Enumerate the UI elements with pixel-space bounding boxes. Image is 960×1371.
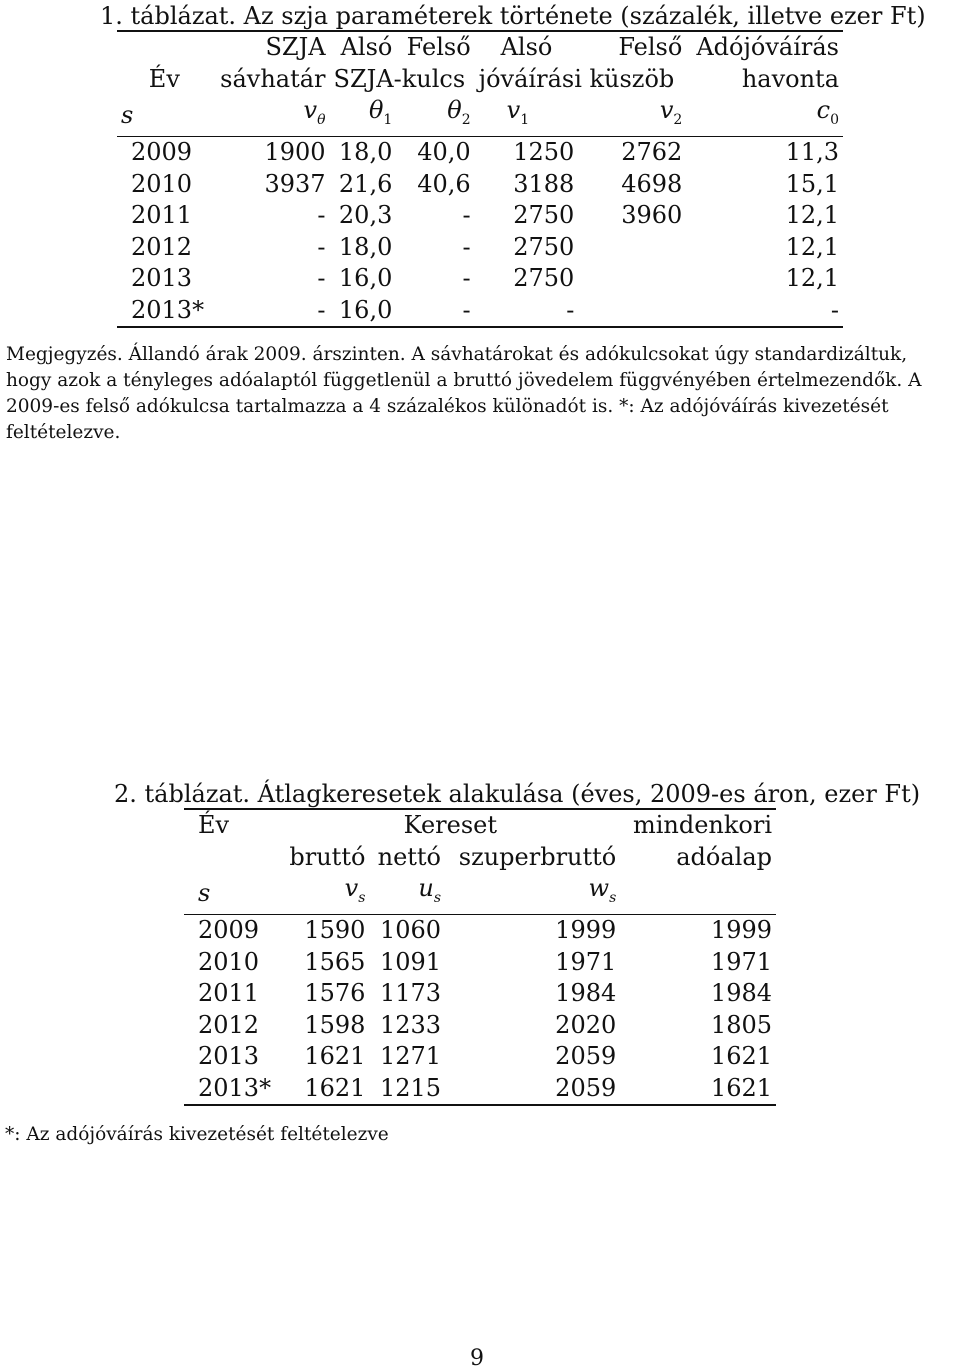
table-cell: 12,1 — [785, 264, 839, 293]
t1-h1-c0 — [117, 31, 212, 64]
table-cell: 40,6 — [417, 169, 471, 198]
table-row — [117, 295, 843, 328]
table-cell: 16,0 — [330, 295, 397, 328]
table-cell: 2059 — [555, 1042, 617, 1071]
table-cell: - — [462, 232, 471, 261]
t1-h2-c4: jóváírási küszöb — [478, 64, 675, 93]
table-cell: 2012 — [131, 232, 193, 261]
table-row — [117, 169, 843, 201]
t1-h1-c1: SZJA — [212, 31, 330, 64]
table-cell: 1984 — [555, 979, 617, 1008]
table-cell: 18,0 — [338, 232, 393, 261]
t2-h2-netto: nettó — [377, 842, 442, 871]
table-cell: 1598 — [304, 1010, 366, 1039]
t2-sym-us: $u_s$ — [418, 874, 442, 906]
t1-h1-c4: Alsó — [475, 31, 579, 64]
t2-h1-kereset: Kereset — [280, 809, 620, 842]
t1-h1-c3: Felső — [396, 31, 474, 64]
table1-symbol-row — [117, 95, 843, 137]
table-cell: - — [686, 295, 843, 328]
table-cell: 1590 — [280, 915, 369, 947]
table-cell: 2011 — [198, 979, 260, 1008]
table2-header-row — [184, 809, 776, 842]
table-cell: 1621 — [304, 1042, 366, 1071]
table-cell: 1565 — [304, 947, 366, 976]
t1-sym-vtheta: $v_\theta$ — [303, 96, 326, 128]
table-cell: 1621 — [280, 1073, 369, 1106]
table-cell: 1233 — [379, 1010, 442, 1039]
table-cell: 15,1 — [785, 169, 839, 198]
table-cell: 2750 — [513, 264, 575, 293]
table-cell: 2020 — [555, 1010, 617, 1039]
table2-caption: 2. táblázat. Átlagkeresetek alakulása (éves, 2009-es áron, ezer Ft) — [114, 780, 921, 808]
t2-sym-empty — [620, 873, 776, 915]
table-cell: 16,0 — [338, 264, 393, 293]
table-row — [184, 1073, 776, 1106]
t1-sym-s: s — [121, 100, 134, 129]
table1-caption: 1. táblázat. Az szja paraméterek története (százalék, illetve ezer Ft) — [100, 2, 926, 30]
t1-sym-theta2: $\theta_2$ — [447, 96, 471, 128]
table-cell: - — [396, 295, 474, 328]
table-row — [184, 947, 776, 979]
table-row — [117, 200, 843, 232]
table-cell — [578, 232, 686, 264]
table-cell: 1805 — [710, 1010, 772, 1039]
t2-h2-brutto: bruttó — [289, 842, 366, 871]
table-cell: 1999 — [620, 915, 776, 947]
table-cell: 20,3 — [338, 201, 393, 230]
t2-h2-adoalap: adóalap — [676, 842, 772, 871]
table-cell: - — [212, 295, 330, 328]
t1-h1-c6: Adójóváírás — [686, 31, 843, 64]
table-cell: 2013 — [131, 264, 193, 293]
table-cell: 2059 — [445, 1073, 620, 1106]
table-cell: 2011 — [131, 201, 193, 230]
table-cell: 1621 — [710, 1042, 772, 1071]
table-cell: 12,1 — [785, 232, 839, 261]
t2-sym-vs: $v_s$ — [344, 874, 366, 906]
table-cell: 2762 — [578, 137, 686, 169]
table-cell: 1060 — [369, 915, 445, 947]
table-cell: 40,0 — [396, 137, 474, 169]
t1-h2-c0: Év — [148, 64, 180, 93]
table-row — [184, 915, 776, 947]
t1-h2-c2: SZJA-kulcs — [333, 64, 466, 93]
table-cell: 1576 — [304, 979, 366, 1008]
table2-average-earnings — [184, 808, 776, 1106]
table-cell — [578, 295, 686, 328]
table-row — [117, 232, 843, 264]
table-cell: 1271 — [379, 1042, 442, 1071]
table1-note: Megjegyzés. Állandó árak 2009. árszinten. A sávhatárokat és adókulcsokat úgy standardizáltuk, hogy azok a tényleges adóalaptól függetlenül a bruttó jövedelem függvényében értelmezendők. A 2009-es felső adókulcsa tartalmazza a 4 százalékos különadót is. *: Az adójóváírás kivezetését feltételezve. — [6, 344, 922, 443]
t2-h1-ev: Év — [184, 809, 280, 842]
t1-h1-c2: Alsó — [330, 31, 397, 64]
t1-h2-c6: havonta — [741, 64, 839, 93]
table-cell: 18,0 — [330, 137, 397, 169]
t1-sym-v2: $v_2$ — [659, 96, 683, 128]
table-cell: 2013 — [198, 1042, 260, 1071]
table-cell: 1900 — [212, 137, 330, 169]
table-cell: 2010 — [198, 947, 260, 976]
page-number: 9 — [470, 1346, 484, 1371]
table1-header-row — [117, 31, 843, 64]
table-cell: 1173 — [379, 979, 442, 1008]
table-cell: 1621 — [620, 1073, 776, 1106]
t1-sym-v1: $v_1$ — [506, 96, 530, 128]
table-cell: - — [462, 201, 471, 230]
table-cell: 1215 — [369, 1073, 445, 1106]
table-cell: 2013* — [117, 295, 212, 328]
table-cell: - — [317, 264, 326, 293]
table-cell: - — [462, 264, 471, 293]
t1-sym-c0: $c_0$ — [816, 96, 839, 128]
table-cell: - — [317, 232, 326, 261]
table2-footnote: *: Az adójóváírás kivezetését feltételezve — [5, 1124, 389, 1145]
table-row — [184, 978, 776, 1010]
table2-header-row — [184, 842, 776, 874]
table-cell: 3960 — [621, 201, 683, 230]
table1-header-row — [117, 64, 843, 96]
table-cell: 11,3 — [686, 137, 843, 169]
table-cell: 1971 — [555, 947, 617, 976]
t2-h2-empty — [184, 842, 280, 874]
table-cell: 1984 — [710, 979, 772, 1008]
t2-h1-mindenkori: mindenkori — [620, 809, 776, 842]
t2-sym-s: s — [198, 878, 211, 907]
table-row — [184, 1010, 776, 1042]
table-cell: 3937 — [264, 169, 326, 198]
table-cell: 3188 — [513, 169, 575, 198]
table-cell: - — [317, 201, 326, 230]
table-cell: 2009 — [184, 915, 280, 947]
table-cell: 1091 — [379, 947, 442, 976]
table-cell: 12,1 — [785, 201, 839, 230]
table-cell: - — [475, 295, 579, 328]
table1-szja-parameters — [117, 30, 843, 328]
table-cell: 2010 — [131, 169, 193, 198]
table-row — [117, 263, 843, 295]
t2-h2-szuperbrutto: szuperbruttó — [458, 842, 617, 871]
t1-h1-c5: Felső — [578, 31, 686, 64]
table-row — [184, 1041, 776, 1073]
table-cell — [578, 263, 686, 295]
t1-h2-c1: sávhatár — [220, 64, 326, 93]
t1-sym-theta1: $\theta_1$ — [368, 96, 393, 128]
table-cell: 2013* — [184, 1073, 280, 1106]
table-cell: 1250 — [475, 137, 579, 169]
table-cell: 2012 — [198, 1010, 260, 1039]
table-cell: 2009 — [117, 137, 212, 169]
table-cell: 4698 — [621, 169, 683, 198]
t2-sym-ws: $w_s$ — [588, 874, 617, 906]
table2-symbol-row — [184, 873, 776, 915]
table-cell: 2750 — [513, 232, 575, 261]
table-cell: 21,6 — [338, 169, 393, 198]
table-cell: 1999 — [445, 915, 620, 947]
table-cell: 1971 — [710, 947, 772, 976]
table-row — [117, 137, 843, 169]
table-cell: 2750 — [513, 201, 575, 230]
